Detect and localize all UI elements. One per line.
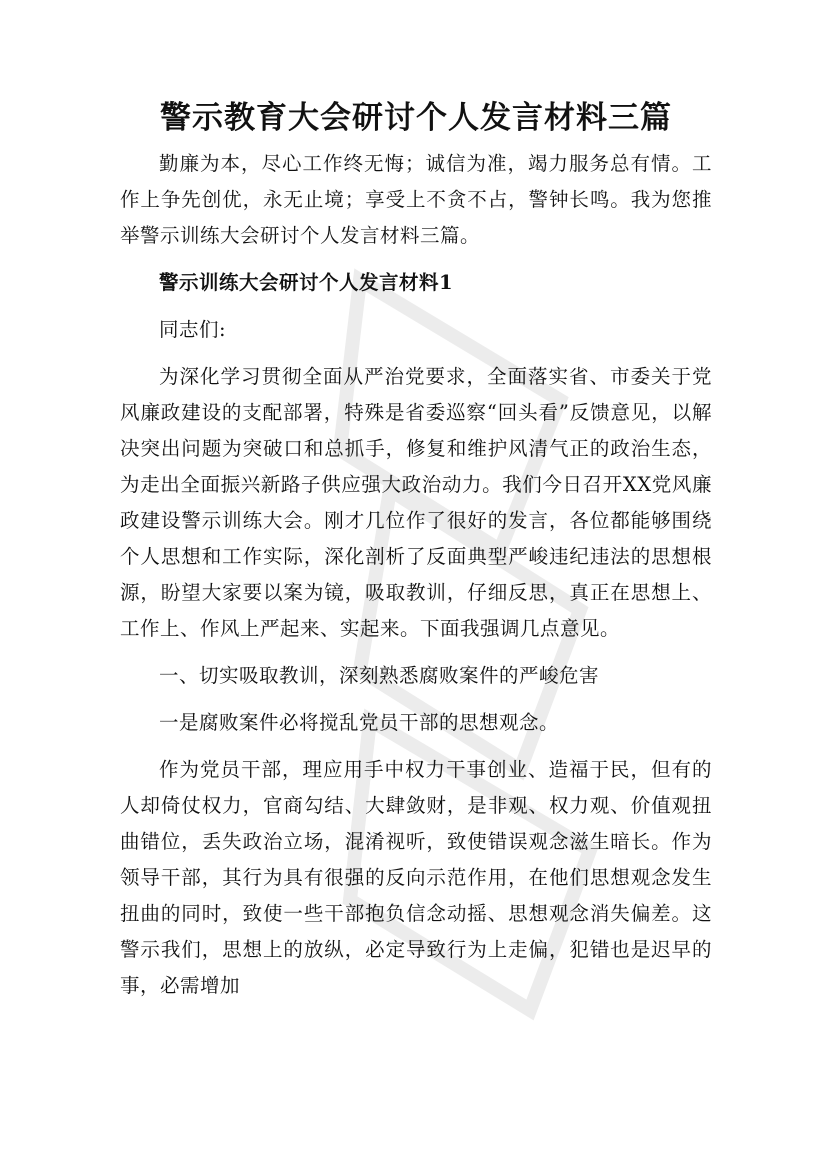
subpoint-one: 一是腐败案件必将搅乱党员干部的思想观念。 <box>159 711 560 734</box>
document-page <box>120 96 712 1004</box>
paragraph-salutation: 同志们: <box>159 318 227 341</box>
paragraph-body-1: 为深化学习贯彻全面从严治党要求，全面落实省、市委关于党风廉政建设的支配部署，特殊是省委巡察“回头看”反馈意见，以解决突出问题为突破口和总抓手，修复和维护风清气正的政治生态，为走出全面振兴新路子供应强大政治动力。我们今日召开XX党风廉政建设警示训练大会。刚才几位作了很好的发言，各位都能够围绕个人思想和工作实际，深化剖析了反面典型严峻违纪违法的思想根源，盼望大家要以案为镜，吸取教训，仔细反思，真正在思想上、工作上、作风上严起来、实起来。下面我强调几点意见。 <box>120 365 712 640</box>
section-heading-1: 警示训练大会研讨个人发言材料1 <box>159 271 454 294</box>
subheading-one: 一、切实吸取教训，深刻熟悉腐败案件的严峻危害 <box>159 664 600 687</box>
paragraph-body-2: 作为党员干部，理应用手中权力干事创业、造福于民，但有的人却倚仗权力，官商勾结、大肆敛财，是非观、权力观、价值观扭曲错位，丢失政治立场，混淆视听，致使错误观念滋生暗长。作为领导干部，其行为具有很强的反向示范作用，在他们思想观念发生扭曲的同时，致使一些干部抱负信念动摇、思想观念消失偏差。这警示我们，思想上的放纵，必定导致行为上走偏，犯错也是迟早的事，必需增加 <box>120 758 712 997</box>
paragraph-intro: 勤廉为本，尽心工作终无悔；诚信为准，竭力服务总有情。工作上争先创优，永无止境；享受上不贪不占，警钟长鸣。我为您推举警示训练大会研讨个人发言材料三篇。 <box>120 152 712 247</box>
document-title: 警示教育大会研讨个人发言材料三篇 <box>160 100 672 136</box>
